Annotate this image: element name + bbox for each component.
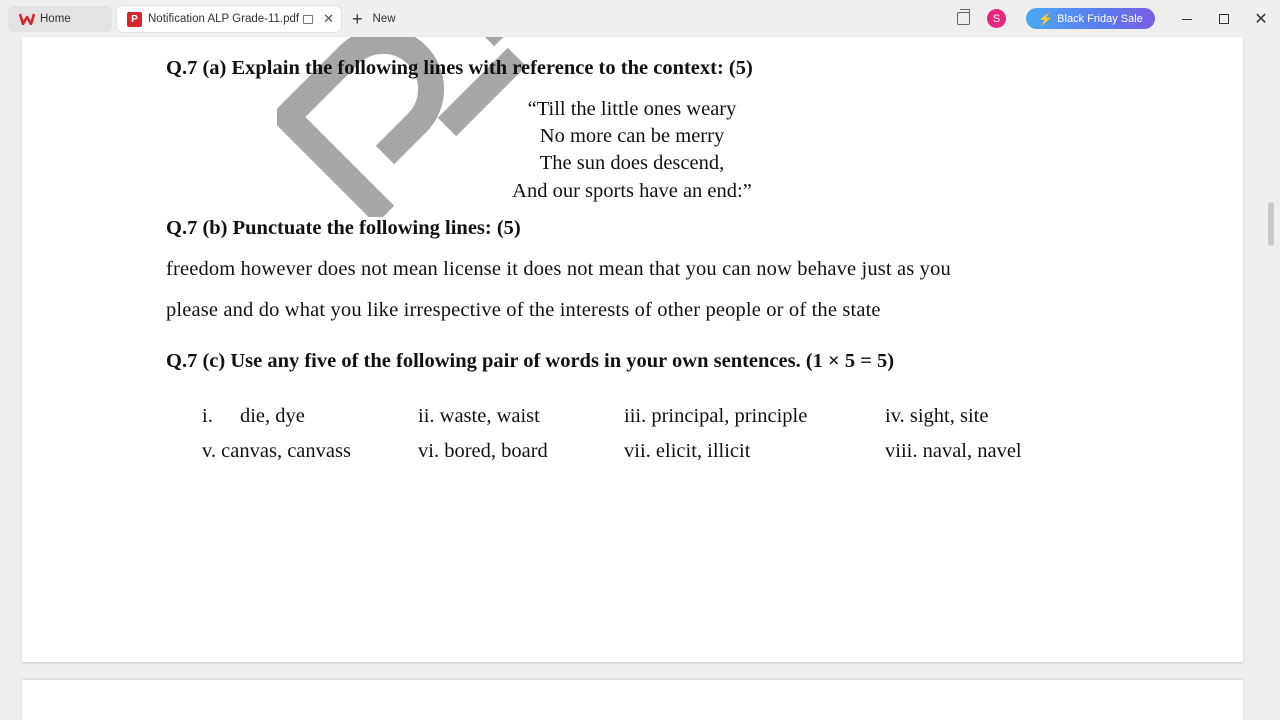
word-pair-item bbox=[202, 405, 305, 428]
word-pair-item bbox=[624, 440, 750, 463]
minimize-button[interactable] bbox=[1176, 8, 1198, 30]
poem-line: “Till the little ones weary bbox=[527, 98, 737, 120]
word-pair-item bbox=[202, 440, 351, 463]
word-pair-item bbox=[885, 440, 1022, 463]
maximize-button[interactable] bbox=[1213, 8, 1235, 30]
tab-document-label: Notification ALP Grade-11.pdf bbox=[148, 13, 300, 25]
word-pair-words: sight, site bbox=[909, 405, 989, 427]
screen-icon[interactable] bbox=[303, 15, 313, 24]
tab-document[interactable] bbox=[117, 6, 341, 32]
question-7a-title: Q.7 (a) Explain the following lines with reference to the context: (5) bbox=[166, 57, 753, 79]
word-pair-number: v. bbox=[202, 440, 217, 462]
word-pair-number: viii. bbox=[885, 440, 918, 462]
word-pair-words: waste, waist bbox=[439, 405, 540, 427]
wps-logo-icon bbox=[18, 12, 36, 26]
word-pair-words: bored, board bbox=[444, 440, 548, 462]
word-pair-number: i. bbox=[202, 405, 213, 427]
vertical-scrollbar[interactable] bbox=[1268, 202, 1274, 246]
word-pair-number: vii. bbox=[624, 440, 651, 462]
avatar[interactable]: S bbox=[987, 9, 1006, 28]
pdf-icon: P bbox=[127, 12, 142, 27]
lightning-icon: ⚡ bbox=[1038, 11, 1054, 26]
word-pair-item bbox=[624, 405, 807, 428]
word-pair-number: iii. bbox=[624, 405, 647, 427]
word-pair-item bbox=[418, 405, 540, 428]
punctuate-line: freedom however does not mean license it does not mean that you can now behave just as you bbox=[166, 258, 951, 280]
punctuate-line: please and do what you like irrespective of the interests of other people or of the state bbox=[166, 299, 881, 321]
word-pair-words: principal, principle bbox=[651, 405, 808, 427]
close-tab-icon[interactable]: ✕ bbox=[323, 11, 334, 26]
word-pair-words: naval, navel bbox=[922, 440, 1022, 462]
poem-line: No more can be merry bbox=[539, 125, 725, 147]
tab-bar bbox=[0, 0, 1280, 37]
question-7c-title: Q.7 (c) Use any five of the following pair of words in your own sentences. (1 × 5 = 5) bbox=[166, 350, 895, 372]
tab-home-label: Home bbox=[40, 13, 71, 25]
word-pair-item bbox=[885, 405, 988, 428]
word-pair-number: iv. bbox=[885, 405, 905, 427]
tab-home[interactable] bbox=[8, 6, 112, 32]
document-viewer[interactable] bbox=[0, 37, 1280, 720]
plus-icon: + bbox=[352, 9, 363, 29]
new-tab-label: New bbox=[372, 13, 396, 25]
question-7b-title: Q.7 (b) Punctuate the following lines: (5) bbox=[166, 217, 521, 239]
new-tab-button[interactable] bbox=[352, 6, 396, 32]
word-pair-words: canvas, canvass bbox=[221, 440, 351, 462]
word-pair-words: elicit, illicit bbox=[655, 440, 751, 462]
minimize-icon bbox=[1182, 19, 1192, 20]
promo-label: Black Friday Sale bbox=[1057, 12, 1143, 25]
word-pair-item bbox=[418, 440, 548, 463]
window-tabs-icon[interactable] bbox=[957, 12, 970, 25]
pdf-page bbox=[22, 37, 1243, 662]
next-pdf-page bbox=[22, 680, 1243, 720]
close-icon: ✕ bbox=[1254, 11, 1268, 28]
poem-line: The sun does descend, bbox=[539, 152, 725, 174]
promo-button[interactable] bbox=[1026, 8, 1155, 29]
maximize-icon bbox=[1219, 14, 1229, 24]
close-window-button[interactable] bbox=[1250, 8, 1272, 30]
word-pair-words: die, dye bbox=[239, 405, 305, 427]
poem-line: And our sports have an end:” bbox=[512, 180, 752, 202]
word-pair-number: vi. bbox=[418, 440, 440, 462]
word-pair-number: ii. bbox=[418, 405, 435, 427]
